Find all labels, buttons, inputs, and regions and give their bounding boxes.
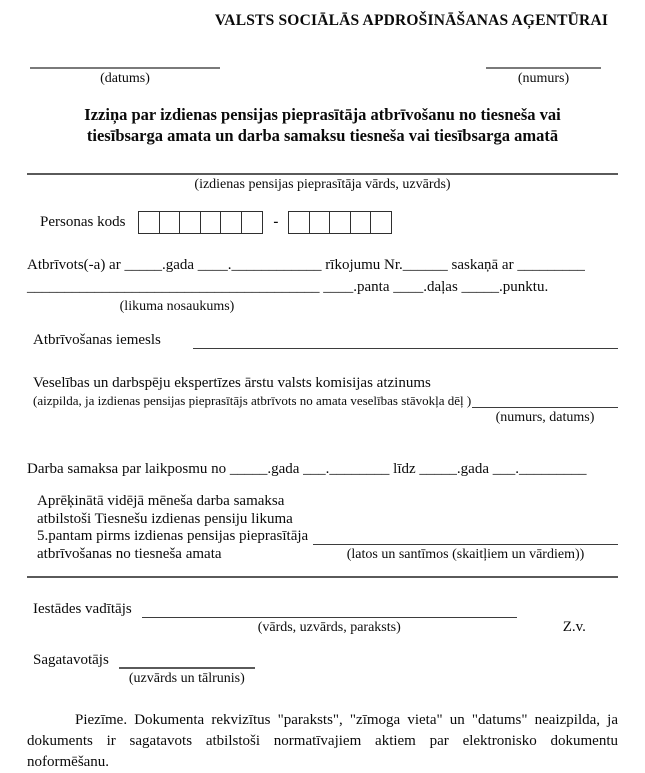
- personal-code-cell: [288, 211, 310, 234]
- recipient-title: VALSTS SOCIĀLĀS APDROŠINĀŠANAS AĢENTŪRAI: [214, 12, 609, 29]
- personal-code-cell: [241, 211, 263, 234]
- date-block: [30, 67, 220, 87]
- personal-code-cell: [159, 211, 181, 234]
- personal-code-cell: [179, 211, 201, 234]
- head-of-institution-label: Iestādes vadītājs: [33, 601, 132, 617]
- personal-code-cell: [220, 211, 242, 234]
- personal-code-label: Personas kods: [40, 214, 126, 230]
- date-number-row: [27, 67, 618, 87]
- personal-code-cell: [309, 211, 331, 234]
- personal-code-group-1: [138, 211, 261, 234]
- commission-text: Veselības un darbspēju ekspertīzes ārstu valsts komisijas atzinums: [33, 375, 431, 391]
- average-salary-amount-block: [313, 493, 618, 563]
- seal-mark: Z.v.: [562, 619, 586, 635]
- salary-period-line: Darba samaksa par laikposmu no _____.gada ___.________ līdz _____.gada ___._________: [27, 461, 587, 477]
- average-salary-text-line-1: Aprēķinātā vidējā mēneša darba samaksa: [37, 493, 285, 509]
- release-reason-row: [27, 332, 618, 349]
- average-salary-blank-line: [313, 544, 618, 545]
- preparer-line-label: (uzvārds un tālrunis): [128, 671, 245, 686]
- personal-code-cell: [329, 211, 351, 234]
- personal-code-cell: [138, 211, 160, 234]
- average-salary-section: [27, 493, 618, 563]
- commission-section: [27, 375, 618, 423]
- commission-number-block: [472, 390, 618, 426]
- release-reason-blank-line: [193, 332, 618, 349]
- number-block: [486, 67, 601, 87]
- average-salary-text-line-2: atbilstoši Tiesnešu izdienas pensiju likuma: [37, 510, 293, 527]
- commission-note: (aizpilda, ja izdienas pensijas pieprasītājs atbrīvots no amata veselības stāvokļa dēļ ): [33, 393, 472, 408]
- average-salary-label: (latos un santīmos (skaitļiem un vārdiem)): [346, 547, 585, 562]
- commission-number-label: (numurs, datums): [495, 410, 595, 425]
- head-signature-blank-line: [142, 601, 517, 618]
- applicant-name-label: (izdienas pensijas pieprasītāja vārds, uzvārds): [194, 177, 451, 192]
- release-reason-label: Atbrīvošanas iemesls: [33, 332, 161, 348]
- number-blank-line: [486, 67, 601, 69]
- personal-code-cell: [200, 211, 222, 234]
- preparer-label: Sagatavotājs: [33, 652, 109, 668]
- footnote: Piezīme. Dokumenta rekvizītus "paraksts", "zīmoga vieta" un "datums" neaizpilda, ja dokuments ir sagatavots atbilstoši normatīvajiem aktiem par elektronisko dokumentu noformēšanu.: [27, 712, 618, 770]
- average-salary-text: [37, 493, 308, 563]
- section-separator-line: [27, 576, 618, 578]
- release-line-2: _______________________________________ ____.panta ____.daļas _____.punktu.: [27, 279, 549, 295]
- number-label: (numurs): [517, 71, 570, 86]
- form-title: [27, 104, 618, 146]
- release-section: [27, 254, 618, 315]
- date-label: (datums): [100, 71, 150, 86]
- applicant-name-block: [27, 173, 618, 193]
- commission-number-blank-line: [472, 390, 618, 408]
- head-signature-label: (vārds, uzvārds, paraksts): [257, 620, 401, 635]
- personal-code-group-2: [288, 211, 391, 234]
- law-name-label: (likuma nosaukums): [119, 299, 235, 314]
- form-title-line-2: tiesībsarga amata un darba samaksu tiesneša vai tiesībsarga amatā: [86, 126, 559, 145]
- preparer-blank-line: [119, 652, 255, 669]
- preparer-line-block: [119, 652, 255, 687]
- head-signature-block: [142, 601, 517, 636]
- personal-code-cell: [370, 211, 392, 234]
- personal-code-separator: -: [273, 214, 279, 230]
- form-title-line-1: Izziņa par izdienas pensijas pieprasītāja atbrīvošanu no tiesneša vai: [84, 105, 561, 124]
- release-line-1: Atbrīvots(-a) ar _____.gada ____.____________ rīkojumu Nr.______ saskaņā ar _________: [27, 257, 585, 273]
- average-salary-text-line-3: 5.pantam pirms izdienas pensijas pieprasītāja: [37, 528, 309, 544]
- average-salary-text-line-4: atbrīvošanas no tiesneša amata: [37, 545, 222, 562]
- date-blank-line: [30, 67, 220, 69]
- head-signature-row: [27, 601, 618, 636]
- personal-code-cell: [350, 211, 372, 234]
- preparer-row: [27, 652, 618, 687]
- applicant-name-blank-line: [27, 173, 618, 175]
- personal-code-row: [27, 211, 618, 234]
